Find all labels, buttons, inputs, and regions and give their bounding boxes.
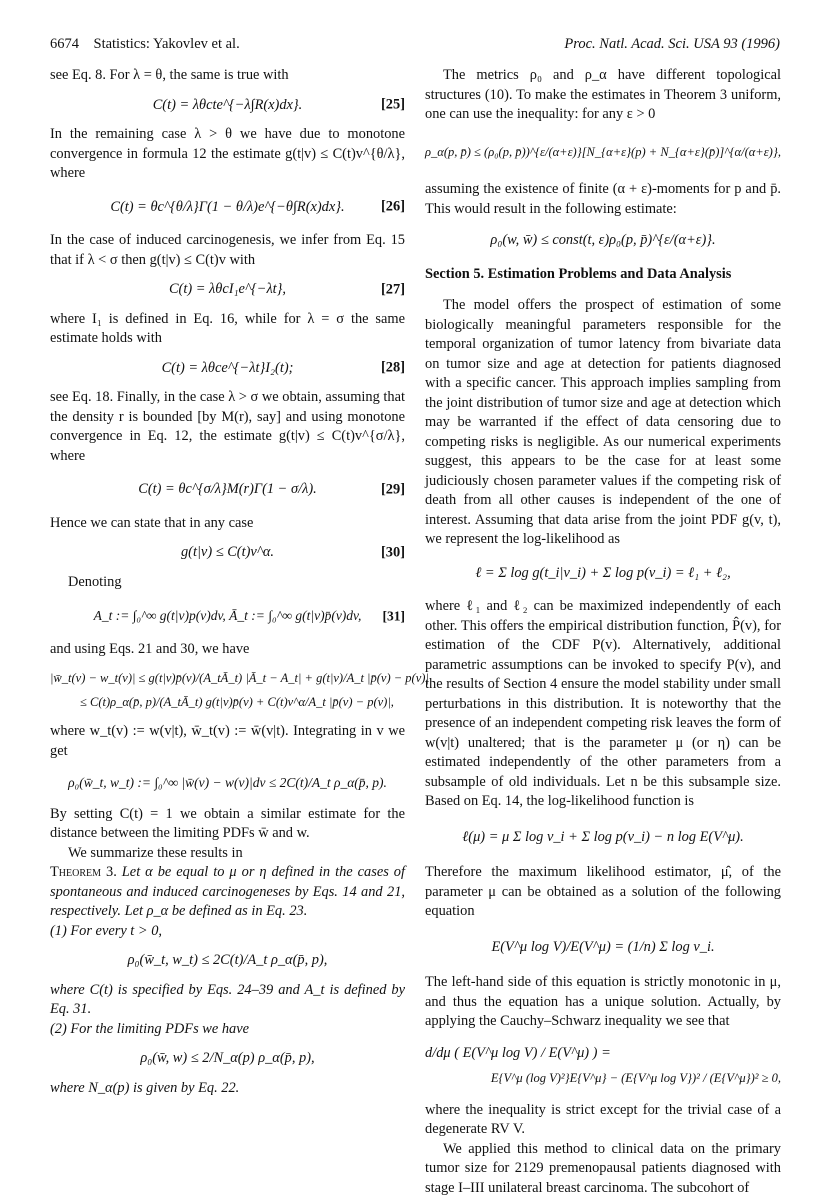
equation-30: g(t|v) ≤ C(t)v^α. [30]	[50, 543, 405, 563]
paragraph: By setting C(t) = 1 we obtain a similar estimate for the distance between the limiting PDFs w̄ and w.	[50, 805, 405, 844]
inequality-line-1: |w̄_t(v) − w_t(v)| ≤ g(t|v)p̄(v)/(A_tĀ_t) |Ā_t − A_t| + g(t|v)/A_t |p̄(v) − p(v)|	[50, 669, 405, 689]
equation-estimate: ρ₀(w, w̄) ≤ const(t, ε)ρ₀(p, p̄)^{ε/(α+ε)}.	[425, 231, 781, 251]
equation-29: C(t) = θc^{σ/λ}M(r)Γ(1 − σ/λ). [29]	[50, 480, 405, 500]
paragraph: where ℓ₁ and ℓ₂ can be maximized independently of each other. This offers the empirical distribution function, P̂(v), for estimation of the CDF P(v). Alternatively, additional parametric assumptions can be invoked to specify P(v), and the results of Section 4 ensure the model stability under small perturbations in this distribution. It is noteworthy that the presence of an independent competing risk leaves the form of w(v|t) unaltered; that is the parameter μ (or η) can be estimated independently of the other parameters from a subsample of old individuals. Let n be this subsample size. Based on Eq. 14, the log-likelihood function is	[425, 597, 781, 812]
equation-derivative-rhs: E{V^μ (log V)²}E{V^μ} − (E{V^μ log V})² / (E{V^μ})² ≥ 0,	[425, 1069, 781, 1089]
paragraph: Hence we can state that in any case	[50, 514, 405, 534]
theorem-note: where N_α(p) is given by Eq. 22.	[50, 1079, 405, 1099]
inequality-line-2: ≤ C(t)ρ_α(p̄, p)/(A_tĀ_t) g(t|v)p̄(v) + C(t)v^α/A_t |p̄(v) − p(v)|,	[80, 693, 405, 713]
equation-number: [26]	[381, 198, 405, 218]
equation-26: C(t) = θc^{θ/λ}Γ(1 − θ/λ)e^{−θ∫R(x)dx}. [26]	[50, 198, 405, 218]
equation-derivative-lhs: d/dμ ( E(V^μ log V) / E(V^μ) ) =	[425, 1044, 781, 1064]
equation-metric-inequality: ρ_α(p, p̄) ≤ (ρ₀(p, p̄))^{ε/(α+ε)}[N_{α+ε}(p) + N_{α+ε}(p̄)]^{α/(α+ε)},	[425, 143, 781, 163]
right-column	[425, 66, 781, 1198]
paragraph: We summarize these results in	[50, 844, 405, 864]
section-heading: Section 5. Estimation Problems and Data Analysis	[425, 265, 781, 285]
paragraph: where the inequality is strict except for the trivial case of a degenerate RV V.	[425, 1101, 781, 1140]
equation-rho0: ρ₀(w̄_t, w_t) := ∫₀^∞ |w̄(v) − w(v)|dv ≤ 2C(t)/A_t ρ_α(p̄, p).	[50, 773, 405, 793]
equation-log-likelihood: ℓ = Σ log g(t_i|v_i) + Σ log p(v_i) = ℓ₁ + ℓ₂,	[425, 564, 781, 584]
paragraph: see Eq. 18. Finally, in the case λ > σ we obtain, assuming that the density r is bounded [by M(r), say] and using monotone convergence in Eq. 12, the estimate g(t|v) ≤ C(t)v^{σ/λ}, where	[50, 388, 405, 466]
paragraph: and using Eqs. 21 and 30, we have	[50, 640, 405, 660]
equation-27: C(t) = λθcI₁e^{−λt}, [27]	[50, 280, 405, 300]
paragraph: where w_t(v) := w(v|t), w̄_t(v) := w̄(v|t). Integrating in v we get	[50, 722, 405, 761]
paragraph: Denoting	[50, 573, 405, 593]
equation-number: [28]	[381, 359, 405, 379]
equation-number: [27]	[381, 280, 405, 300]
paragraph: The left-hand side of this equation is strictly monotonic in μ, and thus the equation has a unique solution. Actually, by applying the Cauchy–Schwarz inequality we see that	[425, 973, 781, 1032]
paragraph: In the case of induced carcinogenesis, we infer from Eq. 15 that if λ < σ then g(t|v) ≤ C(t)v with	[50, 231, 405, 270]
paragraph: In the remaining case λ > θ we have due to monotone convergence in formula 12 the estimate g(t|v) ≤ C(t)v^{θ/λ}, where	[50, 125, 405, 184]
paragraph: The model offers the prospect of estimation of some biologically meaningful parameters responsible for the temporal organization of tumor latency from bivariate data on tumor size and age at detection for patients diagnosed with a specific cancer. This approach implies sampling from the joint distribution of tumor size and age at detection which may be warranted if the effect of data censoring due to competing risks is negligible. As our numerical experiments suggest, this appears to be the case for at least some judiciously chosen parameter values if the competing risk of death from all other causes is independent of the one of interest. Assuming that data arise from the joint PDF g(v, t), we represent the log-likelihood as	[425, 296, 781, 550]
paragraph: see Eq. 8. For λ = θ, the same is true with	[50, 66, 405, 86]
running-title-left: Statistics: Yakovlev et al.	[94, 36, 240, 52]
paragraph: where I₁ is defined in Eq. 16, while for λ = σ the same estimate holds with	[50, 310, 405, 349]
equation-28: C(t) = λθce^{−λt}I₂(t); [28]	[50, 359, 405, 379]
equation-number: [25]	[381, 96, 405, 116]
paragraph: We applied this method to clinical data on the primary tumor size for 2129 premenopausal patients diagnosed with stage I–III unilateral breast carcinoma. The subcohort of	[425, 1140, 781, 1198]
running-header-left	[50, 36, 240, 53]
paragraph: assuming the existence of finite (α + ε)-moments for p and p̄. This would result in the following estimate:	[425, 180, 781, 219]
equation-number: [29]	[381, 480, 405, 500]
equation-number: [31]	[383, 606, 406, 626]
page-number: 6674	[50, 36, 79, 52]
theorem-item-1: (1) For every t > 0,	[50, 922, 405, 942]
theorem-3: Theorem 3. Let α be equal to μ or η defined in the cases of spontaneous and induced carcinogeneses by Eqs. 14 and 21, respectively. Let ρ_α be defined as in Eq. 23.	[50, 863, 405, 922]
theorem-note: where C(t) is specified by Eqs. 24–39 and A_t is defined by Eq. 31.	[50, 981, 405, 1020]
paragraph: The metrics ρ₀ and ρ_α have different topological structures (10). To make the estimates in Theorem 3 uniform, one can use the inequality: for any ε > 0	[425, 66, 781, 125]
left-column	[50, 66, 405, 1098]
equation-mle: E(V^μ log V)/E(V^μ) = (1/n) Σ log v_i.	[425, 938, 781, 958]
equation-25: C(t) = λθcte^{−λ∫R(x)dx}. [25]	[50, 96, 405, 116]
paragraph: Therefore the maximum likelihood estimator, μ̂, of the parameter μ can be obtained as a solution of the following equation	[425, 863, 781, 922]
theorem-equation-2: ρ₀(w̄, w) ≤ 2/N_α(p) ρ_α(p̄, p),	[50, 1049, 405, 1069]
theorem-item-2: (2) For the limiting PDFs we have	[50, 1020, 405, 1040]
theorem-label: Theorem 3.	[50, 864, 117, 880]
equation-likelihood-mu: ℓ(μ) = μ Σ log v_i + Σ log p(v_i) − n log E(V^μ).	[425, 828, 781, 848]
running-header-right: Proc. Natl. Acad. Sci. USA 93 (1996)	[564, 36, 780, 53]
theorem-equation-1: ρ₀(w̄_t, w_t) ≤ 2C(t)/A_t ρ_α(p̄, p),	[50, 951, 405, 971]
equation-31: A_t := ∫₀^∞ g(t|v)p(v)dv, Ā_t := ∫₀^∞ g(t|v)p̄(v)dv, [31]	[50, 606, 405, 626]
equation-number: [30]	[381, 543, 405, 563]
